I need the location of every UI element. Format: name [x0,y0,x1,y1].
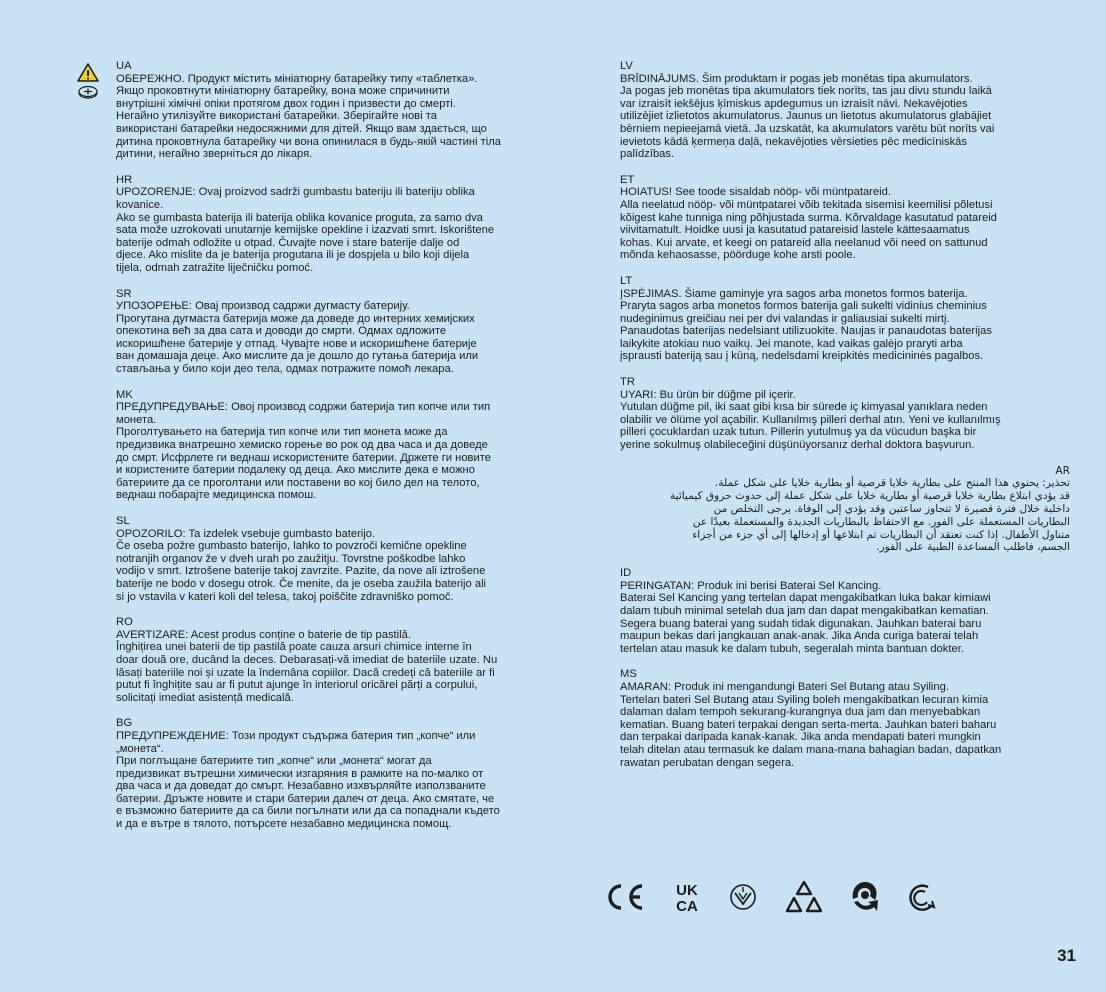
warning-section-ro [116,616,571,704]
warning-text: HOIATUS! See toode sisaldab nööp- või müntpatareid. Alla neelatud nööp- või müntpatarei võib tekitada sisemisi keemilisi põletusi kõigest kahe tunniga ning põhjustada surma. Kõrvaldage kasutatud patareid viivitamatult. Hoidke uusi ja kasutatud patareisid lastele kättesaamatus kohas. Kui arvate, et keegi on patareid alla neelanud või need on sattunud mõnda kehaosasse, pöörduge kohe arsti poole. [620,186,997,262]
page-number: 31 [1057,946,1076,965]
left-column [116,60,571,844]
coin-battery-icon [79,87,97,99]
warning-section-sl [116,515,571,603]
warning-text: УПОЗОРЕЊЕ: Овај производ садржи дугмасту батерију. Прогутана дугмаста батерија може да доведе до интерних хемијских опекотина већ за два сата и доводи до смрти. Одмах одложите искоришћене батерије у отпад. Чувајте нове и искоришћене батерије ван домашаја деце. Ако мислите да је дошло до гутања батерија или стављања у било који део тела, одмах потражите помоћ лекара. [116,300,479,376]
ukca-mark-top: UK [676,882,698,899]
warning-icons [76,62,100,107]
language-code: SL [116,515,130,527]
ce-mark-icon [604,882,646,912]
warning-text: UYARI: Bu ürün bir düğme pil içerir. Yutulan düğme pil, iki saat gibi kısa bir sürede iç kimyasal yanıklara neden olabilir ve ölüme yol açabilir. Kullanılmış pilleri derhal atın. Yeni ve kullanılmış pilleri çocuklardan uzak tutun. Pillerin yutulmuş ya da vücudun başka bir yerine sokulmuş olabileceğini düşünüyorsanız derhal doktora başvurun. [620,388,1001,452]
language-code: BG [116,717,133,730]
warning-text: تحذير: يحتوي هذا المنتج على بطارية خلايا قرصية أو بطارية خلايا على شكل عملة. قد يؤدي ابتلاع بطارية خلايا قرصية أو بطارية خلايا على شكل عملة إلى حدوث حروق كيميائية داخلية خلال فترة قصيرة لا تتجاوز ساعتين وقد يؤدي إلى الوفاة. يرجى التخلص من البطاريات المستعملة على الفور. مع الاحتفاظ بالبطاريات الجديدة والمستعملة بعيدًا عن متناول الأطفال. إذا كنت تعتقد أن البطاريات تم ابتلاعها أو إدخالها إلى أي جزء من أجزاء الجسم، فاطلب المساعدة الطبية على الفور. [669,477,1070,554]
language-code: MS [620,668,637,681]
certification-marks [604,877,944,917]
warning-triangle-icon [76,62,100,102]
warning-section-mk [116,389,571,502]
language-code: TR [620,376,635,389]
language-code: ID [620,567,632,580]
warning-text: OPOZORILO: Ta izdelek vsebuje gumbasto baterijo. Če oseba požre gumbasto baterijo, lahko to povzroči kemične opekline notranjih organov že v dveh urah po zaužitju. Tovrstne poškodbe lahko vodijo v smrt. Iztrošene baterije takoj zavrzite. Pazite, da nove ali iztrošene baterije ne bodo v dosegu otrok. Če menite, da je oseba zaužila baterijo ali si jo vstavila v kateri koli del telesa, takoj poiščite zdravniško pomoč. [116,527,487,603]
warning-text: BRĪDINĀJUMS. Šim produktam ir pogas jeb monētas tipa akumulators. Ja pogas jeb monētas tipa akumulators tiek norīts, tas jau divu stundu laikā var izraisīt iekšējus ķīmiskus apdegumus un izraisīt nāvi. Nekavējoties utilizējiet izlietotos akumulatorus. Jaunus un lietotus akumulatorus glabājiet bērniem nepieejamā vietā. Ja uzskatāt, ka akumulators varētu būt norīts vai ievietots kādā ķermeņa daļā, nekavējoties vērsieties pēc medicīniskās palīdzības. [620,72,995,161]
warning-text: ĮSPĖJIMAS. Šiame gaminyje yra sagos arba monetos formos baterija. Praryta sagos arba monetos formos baterija gali sukelti vidinius cheminius nudeginimus greičiau nei per dvi valandas ir galiausiai sukelti mirtį. Panaudotas baterijas nedelsiant utilizuokite. Naujas ir panaudotas baterijas laikykite atokiau nuo vaikų. Jei manote, kad vaikas galėjo praryti arba įsprausti bateriją sau į kūną, nedelsdami kreipkitės medicininės pagalbos. [620,287,992,363]
warning-text: AMARAN: Produk ini mengandungi Bateri Sel Butang atau Syiling. Tertelan bateri Sel Butang atau Syiling boleh mengakibatkan lecuran kimia dalaman dalam tempoh sekurang-kurangnya dua jam dan menyebabkan kematian. Buang bateri terpakai dengan serta-merta. Jauhkan bateri baharu dan terpakai daripada kanak-kanak. Jika anda mendapati bateri mungkin telah ditelan atau termasuk ke dalam mana-mana bahagian badan, dapatkan rawatan perubatan dengan segera. [620,680,1002,769]
warning-text: ПРЕДУПРЕДУВАЊЕ: Овој производ содржи батерија тип копче или тип монета. Проголтувањето на батерија тип копче или тип монета може да предизвика внатрешно хемиско горење во рок од два часа и да доведе до смрт. Исфрлете ги веднаш искористените батерии. Држете ги новите и користените батерии подалеку од деца. Ако мислите дека е можно батериите да се проголтани или поставени во кој било дел на телото, веднаш побарајте медицинска помош. [116,401,491,502]
recycle-leaf-mark-icon [850,880,880,914]
language-code: MK [116,388,133,401]
language-code: LT [620,274,633,287]
ukca-mark-bottom: CA [676,898,698,914]
warning-section-sr [116,288,571,376]
triangles-mark-icon [784,880,824,914]
language-code: HR [116,173,133,186]
language-code: UA [116,60,132,72]
ukca-mark-icon [672,880,702,914]
warning-section-lt [620,275,1070,363]
warning-section-ua [116,60,571,161]
warning-section-tr [620,376,1070,452]
warning-section-hr [116,174,571,275]
warning-text: PERINGATAN: Produk ini berisi Baterai Sel Kancing. Baterai Sel Kancing yang tertelan dapat mengakibatkan luka bakar kimiawi dalam tubuh minimal setelah dua jam dan dapat mengakibatkan kematian. Segera buang baterai yang sudah tidak digunakan. Jauhkan baterai baru maupun bekas dari jangkauan anak-anak. Jika Anda curiga baterai telah tertelan atau masuk ke dalam tubuh, segeralah minta bantuan dokter. [620,579,991,655]
language-code: AR [1055,464,1070,477]
language-code: RO [116,616,133,629]
circular-arrows-mark-icon [906,881,936,913]
warning-text: AVERTIZARE: Acest produs conține o baterie de tip pastilă. Înghițirea unei baterii de tip pastilă poate cauza arsuri chimice interne în doar două ore, ducând la deces. Debarasați-vă imediat de bateriile uzate. Nu lăsați bateriile noi și uzate la îndemâna copiilor. Dacă credeți că bateriile ar fi putut fi înghițite sau ar fi putut ajunge în interiorul oricărei părți a corpului, solicitați imediat asistență medicală. [116,628,498,704]
warning-text: ОБЕРЕЖНО. Продукт містить мініатюрну батарейку типу «таблетка». Якщо проковтнути мініатюрну батарейку, вона може спричинити внутрішні хімічні опіки протягом двох годин і призвести до смерті. Негайно утилізуйте використані батарейки. Зберігайте нові та використані батарейки недосяжними для дітей. Якщо вам здається, що дитина проковтнула батарейку чи вона опинилася в будь-якій частині тіла дитини, негайно зверніться до лікаря. [116,72,502,161]
warning-section-bg [116,717,571,830]
warning-text: ПРЕДУПРЕЖДЕНИЕ: Този продукт съдържа батерия тип „копче“ или „монета“. При поглъщане батериите тип „копче“ или „монета“ могат да предизвикат вътрешни химически изгаряния в рамките на по-малко от два часа и да доведат до смърт. Незабавно изхвърляйте използваните батерии. Дръжте новите и стари батерии далеч от деца. Ако смятате, че е възможно батериите да са били погълнати или да са попаднали където и да е вътре в тялото, потърсете незабавно медицинска помощ. [116,729,500,831]
warning-section-et [620,174,1070,262]
warning-text: UPOZORENJE: Ovaj proizvod sadrži gumbastu bateriju ili bateriju oblika kovanice. Ako se gumbasta baterija ili baterija oblika kovanice proguta, za samo dva sata može uzrokovati unutarnje kemijske opekline i izazvati smrt. Iskorištene baterije odmah odložite u otpad. Čuvajte nove i stare baterije dalje od djece. Ako mislite da je baterija progutana ili je dospjela u bilo koji dijela tijela, odmah zatražite liječničku pomoć. [116,186,495,274]
eac-circle-mark-icon [728,882,758,912]
warning-section-ar [620,465,1070,555]
warning-section-lv [620,60,1070,161]
warning-section-ms [620,668,1070,769]
language-code: LV [620,60,633,72]
warning-section-id [620,567,1070,655]
language-code: ET [620,173,635,186]
right-column [620,60,1070,782]
language-code: SR [116,287,132,300]
